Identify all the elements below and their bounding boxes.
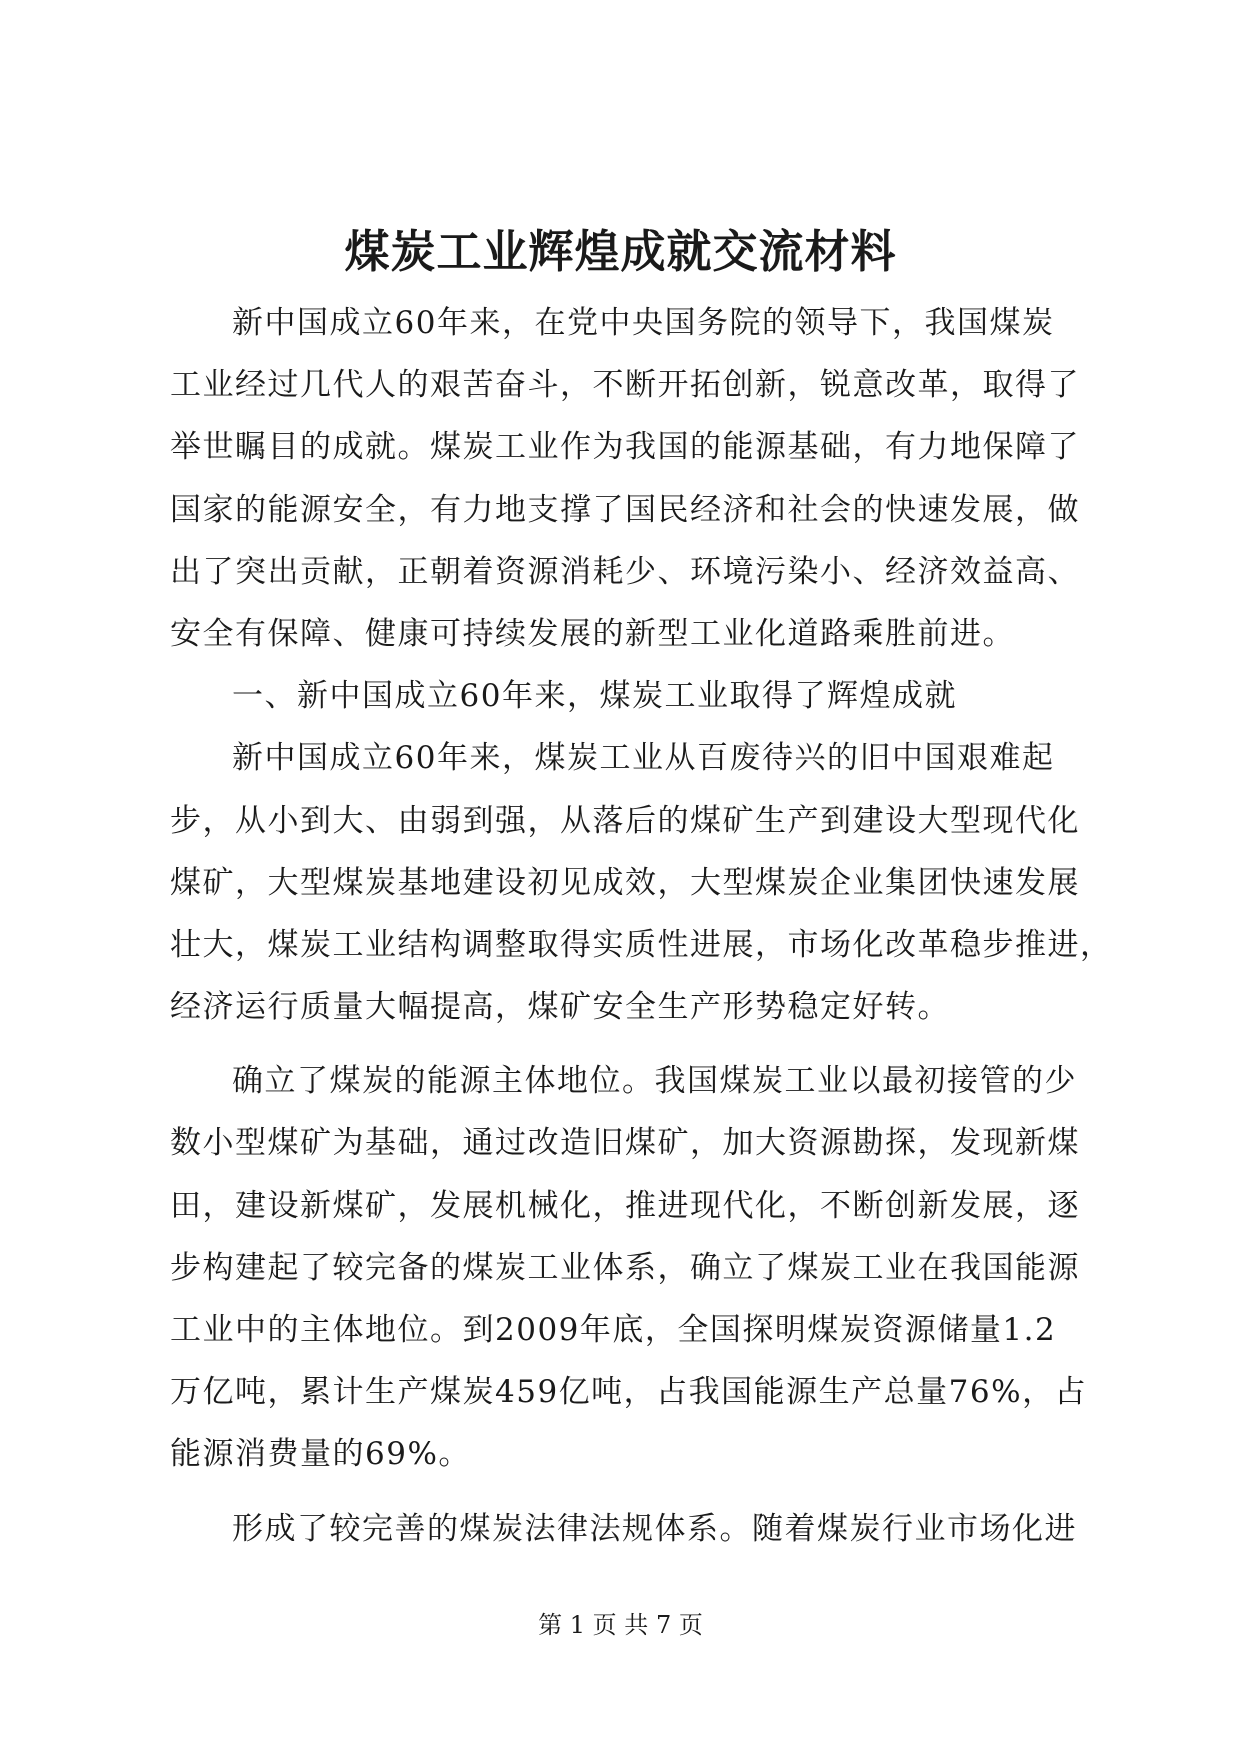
paragraph-line: 万亿吨，累计生产煤炭459亿吨，占我国能源生产总量76%，占 [170, 1374, 1088, 1411]
paragraph-line: 煤矿，大型煤炭基地建设初见成效，大型煤炭企业集团快速发展 [170, 864, 1080, 901]
paragraph-line: 安全有保障、健康可持续发展的新型工业化道路乘胜前进。 [170, 615, 1015, 652]
paragraph-line: 工业中的主体地位。到2009年底，全国探明煤炭资源储量1.2 [170, 1312, 1057, 1348]
paragraph-line: 国家的能源安全，有力地支撑了国民经济和社会的快速发展，做 [170, 491, 1080, 528]
paragraph-line: 出了突出贡献，正朝着资源消耗少、环境污染小、经济效益高、 [170, 553, 1080, 590]
section-heading: 一、新中国成立60年来，煤炭工业取得了辉煌成就 [232, 678, 957, 715]
paragraph-line: 新中国成立60年来，在党中央国务院的领导下，我国煤炭 [232, 305, 1055, 341]
document-title: 煤炭工业辉煌成就交流材料 [344, 225, 897, 278]
paragraph-line: 新中国成立60年来，煤炭工业从百废待兴的旧中国艰难起 [232, 740, 1055, 777]
paragraph-line: 工业经过几代人的艰苦奋斗，不断开拓创新，锐意改革，取得了 [170, 367, 1080, 404]
paragraph-line: 经济运行质量大幅提高，煤矿安全生产形势稳定好转。 [170, 989, 950, 1026]
page-number-footer: 第 1 页 共 7 页 [538, 1611, 703, 1639]
document-body [170, 292, 1113, 1560]
paragraph-line: 举世瞩目的成就。煤炭工业作为我国的能源基础，有力地保障了 [170, 429, 1080, 466]
paragraph-line: 壮大，煤炭工业结构调整取得实质性进展，市场化改革稳步推进， [170, 926, 1113, 963]
paragraph-line: 确立了煤炭的能源主体地位。我国煤炭工业以最初接管的少 [232, 1063, 1077, 1100]
paragraph-line: 田，建设新煤矿，发展机械化，推进现代化，不断创新发展，逐 [170, 1187, 1080, 1224]
paragraph-line: 形成了较完善的煤炭法律法规体系。随着煤炭行业市场化进 [232, 1510, 1077, 1547]
paragraph-line: 步，从小到大、由弱到强，从落后的煤矿生产到建设大型现代化 [170, 802, 1080, 839]
paragraph-line: 步构建起了较完备的煤炭工业体系，确立了煤炭工业在我国能源 [170, 1249, 1080, 1286]
paragraph-line: 能源消费量的69%。 [170, 1436, 471, 1473]
paragraph-line: 数小型煤矿为基础，通过改造旧煤矿，加大资源勘探，发现新煤 [170, 1125, 1080, 1162]
